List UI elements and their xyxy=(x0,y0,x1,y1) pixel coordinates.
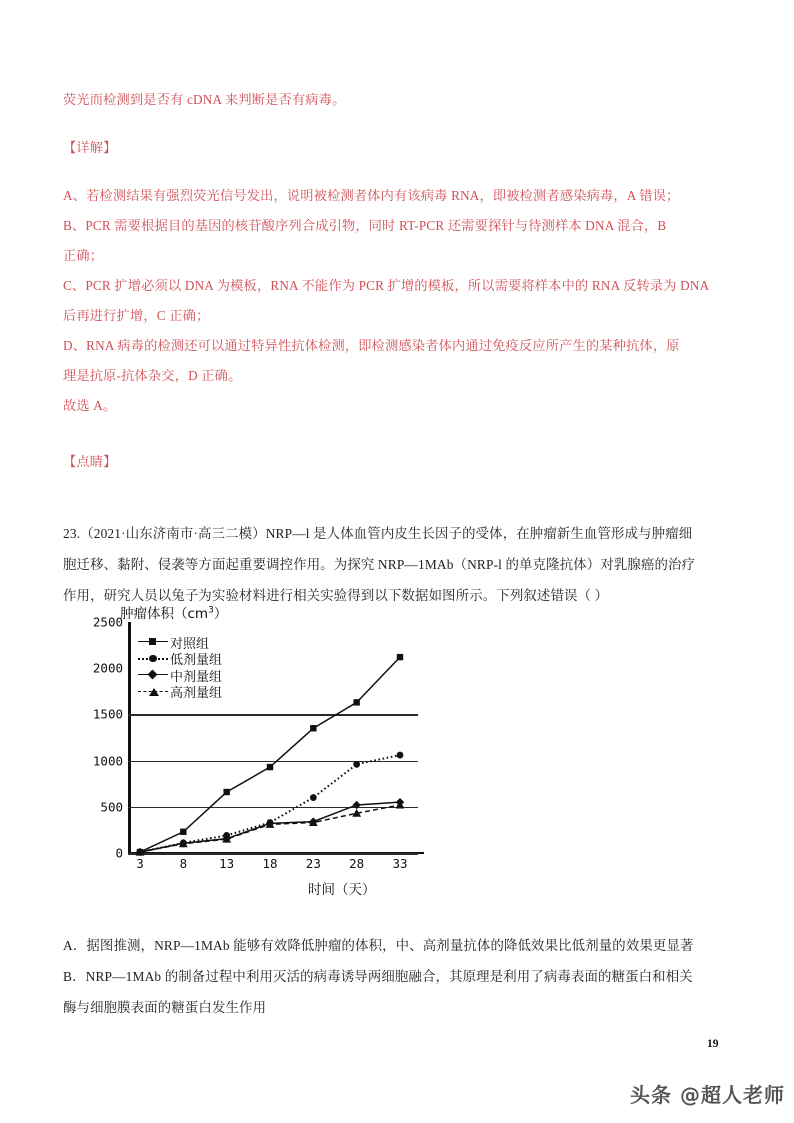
y-tick-label: 2500 xyxy=(92,614,123,630)
y-tick-label: 500 xyxy=(100,799,123,815)
data-point-低剂量组 xyxy=(310,794,317,801)
chart-x-ticks xyxy=(128,856,424,876)
data-point-对照组 xyxy=(353,699,359,705)
explanation-line: 理是抗原-抗体杂交，D 正确。 xyxy=(63,368,242,383)
option-b-cont: 酶与细胞膜表面的糖蛋白发生作用 xyxy=(63,1000,267,1015)
explanation-line: 故选 A。 xyxy=(63,398,117,413)
explanation-line: B、PCR 需要根据目的基因的核苷酸序列合成引物，同时 RT-PCR 还需要探针与待测样本 DNA 混合，B xyxy=(63,218,667,233)
data-point-对照组 xyxy=(310,725,316,731)
explanation-lead-line: 荧光而检测到是否有 cDNA 来判断是否有病毒。 xyxy=(63,92,346,107)
data-point-对照组 xyxy=(397,654,403,660)
triangle-marker-icon xyxy=(138,685,168,699)
question-line: 23.（2021·山东济南市·高三二模）NRP—l 是人体血管内皮生长因子的受体，在肿瘤新生血管形成与肿瘤细 xyxy=(63,526,693,541)
y-tick-label: 1000 xyxy=(92,753,123,769)
chart-legend xyxy=(138,634,222,700)
explanation-line: D、RNA 病毒的检测还可以通过特异性抗体检测，即检测感染者体内通过免疫反应所产生的某种抗体，原 xyxy=(63,338,680,353)
option-b[interactable]: B．NRP—1MAb 的制备过程中利用灭活的病毒诱导两细胞融合，其原理是利用了病毒表面的糖蛋白和相关 xyxy=(63,969,693,984)
circle-marker-icon xyxy=(138,652,168,666)
square-marker-icon xyxy=(138,635,168,649)
y-tick-label: 0 xyxy=(115,845,123,861)
data-point-对照组 xyxy=(180,829,186,835)
series-line-高剂量组 xyxy=(140,805,400,852)
question-line: 作用，研究人员以兔子为实验材料进行相关实验得到以下数据如图所示。下列叙述错误（ ） xyxy=(63,588,609,603)
explanation-line: A、若检测结果有强烈荧光信号发出，说明被检测者体内有该病毒 RNA，即被检测者感染病毒，A 错误； xyxy=(63,188,680,203)
question-block xyxy=(63,518,735,611)
page-number: 19 xyxy=(707,1038,719,1050)
x-tick-label: 23 xyxy=(305,856,321,871)
y-tick-label: 1500 xyxy=(92,706,123,722)
data-point-对照组 xyxy=(223,789,229,795)
x-tick-label: 8 xyxy=(179,856,188,871)
legend-label: 高剂量组 xyxy=(170,686,223,702)
data-point-对照组 xyxy=(267,764,273,770)
explanation-line: C、PCR 扩增必须以 DNA 为模板，RNA 不能作为 PCR 扩增的模板，所以需要将样本中的 RNA 反转录为 DNA xyxy=(63,278,710,293)
legend-item-high-dose xyxy=(138,684,222,701)
legend-item-mid-dose xyxy=(138,667,222,684)
x-tick-label: 28 xyxy=(349,856,365,871)
data-point-低剂量组 xyxy=(397,752,404,759)
insight-heading: 【点睛】 xyxy=(63,454,117,469)
options-block xyxy=(63,930,735,1023)
legend-item-low-dose xyxy=(138,651,222,668)
chart-y-axis-title xyxy=(120,602,227,622)
legend-item-control xyxy=(138,634,222,651)
legend-label: 中剂量组 xyxy=(170,669,223,685)
legend-label: 对照组 xyxy=(170,636,210,652)
chart-y-axis-title-text: 肿瘤体积$(cm^3)$ xyxy=(120,605,228,622)
x-tick-label: 18 xyxy=(262,856,278,871)
data-point-低剂量组 xyxy=(353,761,360,768)
explanation-line: 正确； xyxy=(63,248,104,263)
data-point-中剂量组 xyxy=(352,801,360,809)
chart-x-axis-title: 时间（天） xyxy=(308,882,376,898)
y-tick-label: 2000 xyxy=(92,660,123,676)
question-line: 胞迁移、黏附、侵袭等方面起重要调控作用。为探究 NRP—1MAb（NRP-l 的单克隆抗体）对乳腺癌的治疗 xyxy=(63,557,696,572)
watermark: 头条 @超人老师 xyxy=(630,1083,785,1107)
x-tick-label: 3 xyxy=(136,856,144,871)
option-a[interactable]: A．据图推测，NRP—1MAb 能够有效降低肿瘤的体积，中、高剂量抗体的降低效果比低剂量的效果更显著 xyxy=(63,938,694,953)
explanation-block xyxy=(63,85,735,421)
legend-label: 低剂量组 xyxy=(170,653,223,669)
diamond-marker-icon xyxy=(138,668,168,682)
x-tick-label: 33 xyxy=(392,856,408,871)
tumor-volume-chart xyxy=(92,602,468,902)
detail-heading: 【详解】 xyxy=(63,140,117,155)
x-tick-label: 13 xyxy=(219,856,235,871)
explanation-line: 后再进行扩增，C 正确； xyxy=(63,308,210,323)
insight-block xyxy=(63,447,735,477)
